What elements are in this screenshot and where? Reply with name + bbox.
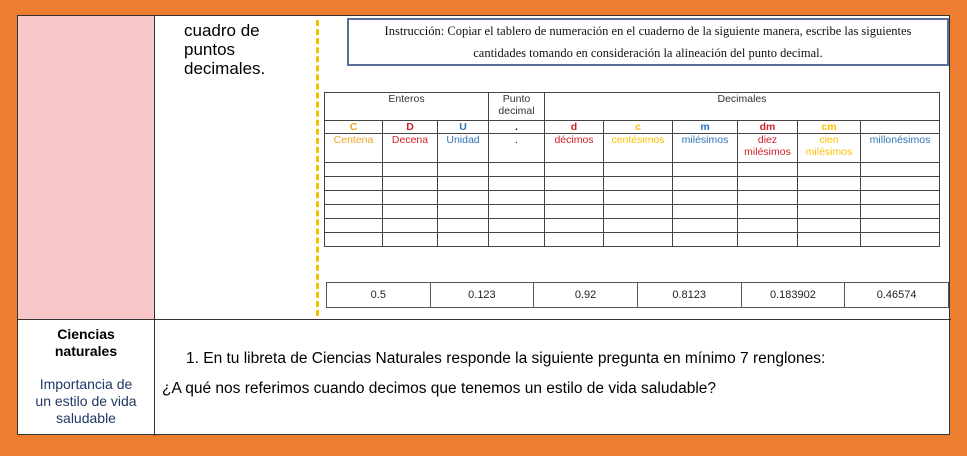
abbr-cell: c — [604, 121, 673, 134]
abbr-cell: dm — [738, 121, 798, 134]
subject-column — [18, 16, 155, 319]
instruction-line-1: Instrucción: Copiar el tablero de numeración en el cuaderno de la siguiente manera, escribe las siguientes — [384, 24, 912, 38]
activity-line-3: decimales. — [184, 59, 266, 78]
name-cell: centésimos — [604, 134, 673, 163]
place-value-table — [324, 92, 940, 247]
value-cell: 0.123 — [430, 283, 534, 308]
values-table — [326, 282, 949, 308]
subject-title — [18, 326, 154, 360]
instruction-box — [347, 18, 949, 66]
value-cell: 0.183902 — [741, 283, 845, 308]
activity-line-1: cuadro de — [184, 21, 260, 40]
abbr-cell: cm — [798, 121, 861, 134]
name-cell: Centena — [325, 134, 383, 163]
name-cell: Unidad — [438, 134, 489, 163]
dashed-divider — [316, 20, 319, 316]
abbr-cell: m — [673, 121, 738, 134]
question-instruction: 1. En tu libreta de Ciencias Naturales responde la siguiente pregunta en mínimo 7 renglones: — [186, 350, 826, 367]
worksheet-page — [17, 15, 950, 435]
value-cell: 0.5 — [327, 283, 431, 308]
row-divider — [18, 319, 951, 320]
punto-decimal-header: Punto decimal — [489, 93, 545, 121]
subject-title-line-2: naturales — [54, 343, 118, 359]
subject-topic — [18, 376, 154, 427]
name-cell: Decena — [383, 134, 438, 163]
abbr-cell: . — [489, 121, 545, 134]
abbr-cell: D — [383, 121, 438, 134]
name-cell: diez milésimos — [738, 134, 798, 163]
value-cell: 0.92 — [534, 283, 638, 308]
abbr-cell — [861, 121, 940, 134]
name-cell: millonésimos — [861, 134, 940, 163]
name-cell: décimos — [545, 134, 604, 163]
decimales-header: Decimales — [545, 93, 940, 121]
abbr-cell: C — [325, 121, 383, 134]
question-text: ¿A qué nos referimos cuando decimos que tenemos un estilo de vida saludable? — [162, 380, 717, 397]
name-cell: . — [489, 134, 545, 163]
value-cell: 0.46574 — [845, 283, 949, 308]
enteros-header: Enteros — [325, 93, 489, 121]
activity-line-2: puntos — [184, 40, 236, 59]
instruction-line-2: cantidades tomando en consideración la alineación del punto decimal. — [473, 46, 823, 60]
abbr-cell: d — [545, 121, 604, 134]
activity-text — [184, 21, 324, 78]
abbr-cell: U — [438, 121, 489, 134]
subject-topic-line-1: Importancia de — [39, 376, 133, 392]
value-cell: 0.8123 — [637, 283, 741, 308]
column-divider — [154, 319, 155, 436]
name-cell: cien milésimos — [798, 134, 861, 163]
name-cell: milésimos — [673, 134, 738, 163]
subject-topic-line-3: saludable — [56, 410, 116, 426]
subject-topic-line-2: un estilo de vida — [35, 393, 137, 409]
subject-title-line-1: Ciencias — [57, 326, 115, 342]
